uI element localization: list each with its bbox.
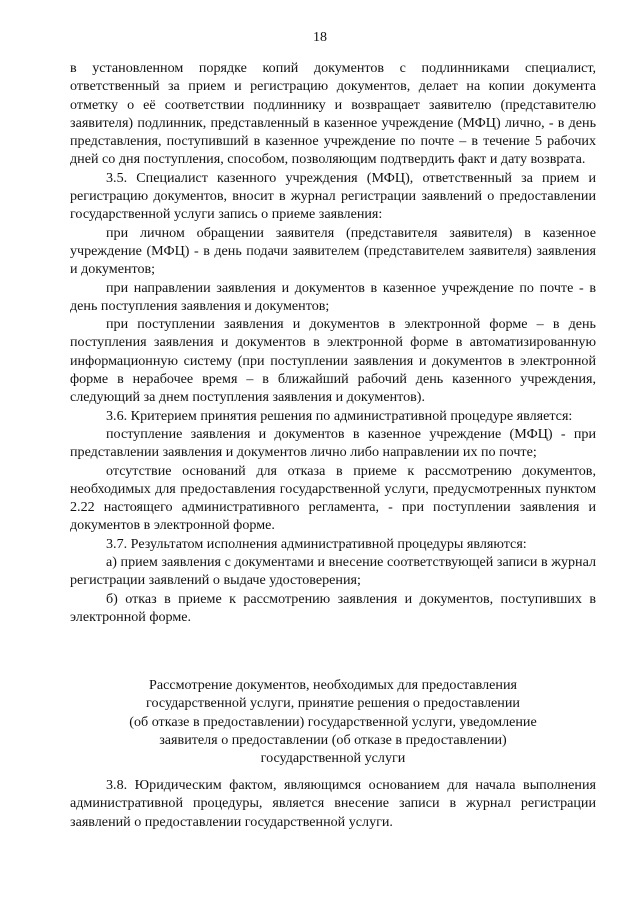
paragraph: при направлении заявления и документов в казенное учреждение по почте - в день поступления заявления и документов; xyxy=(70,279,596,314)
paragraph: при личном обращении заявителя (представителя заявителя) в казенное учреждение (МФЦ) - в день подачи заявителем (представителем заявителя) заявления и документов; xyxy=(70,224,596,278)
paragraph: при поступлении заявления и документов в электронной форме – в день поступления заявления и документов в электронной форме в автоматизированную информационную систему (при поступлении заявления и документов в электронной форме в нерабочее время – в ближайший рабочий день казенного учреждения, следующий за днем поступления заявления и документов). xyxy=(70,316,596,406)
tail-text xyxy=(70,776,596,831)
heading-line: (об отказе в предоставлении) государственной услуги, уведомление xyxy=(129,713,537,730)
paragraph: поступление заявления и документов в казенное учреждение (МФЦ) - при представлении заявления и документов лично либо направлении их по почте; xyxy=(70,425,596,461)
body-text xyxy=(70,59,596,626)
paragraph: в установленном порядке копий документов с подлинниками специалист, ответственный за прием и регистрацию документов, делает на копии документа отметку о её соответствии подлиннику и возвращает заявителю (представителю заявителя) подлинник, представленный в казенное учреждение (МФЦ) лично, - в день представления, поступивший в казенное учреждение по почте – в течение 5 рабочих дней со дня поступления, способом, позволяющим подтвердить факт и дату возврата. xyxy=(70,60,596,168)
section-heading xyxy=(70,676,596,767)
page-number: 18 xyxy=(313,30,327,45)
paragraph: 3.6. Критерием принятия решения по административной процедуре является: xyxy=(106,407,573,424)
paragraph: а) прием заявления с документами и внесение соответствующей записи в журнал регистрации заявлений о выдаче удостоверения; xyxy=(70,554,596,589)
paragraph: отсутствие оснований для отказа в приеме к рассмотрению документов, необходимых для предоставления государственной услуги, предусмотренных пунктом 2.22 настоящего административного регламента, - при поступлении заявления и документов в электронной форме. xyxy=(70,462,596,534)
heading-line: Рассмотрение документов, необходимых для предоставления xyxy=(149,677,517,693)
paragraph: 3.5. Специалист казенного учреждения (МФЦ), ответственный за прием и регистрацию документов, вносит в журнал регистрации заявлений о предоставлении государственной услуги запись о приеме заявления: xyxy=(70,169,596,223)
paragraph: 3.8. Юридическим фактом, являющимся основанием для начала выполнения административной процедуры, является внесение записи в журнал регистрации заявлений о предоставлении государственной услуги. xyxy=(70,777,596,830)
paragraph: б) отказ в приеме к рассмотрению заявления и документов, поступивших в электронной форме. xyxy=(70,590,596,625)
paragraph: 3.7. Результатом исполнения административной процедуры являются: xyxy=(106,535,527,552)
heading-line: государственной услуги, принятие решения о предоставлении xyxy=(146,695,520,712)
heading-line: государственной услуги xyxy=(260,750,406,767)
heading-line: заявителя о предоставлении (об отказе в предоставлении) xyxy=(159,731,507,748)
